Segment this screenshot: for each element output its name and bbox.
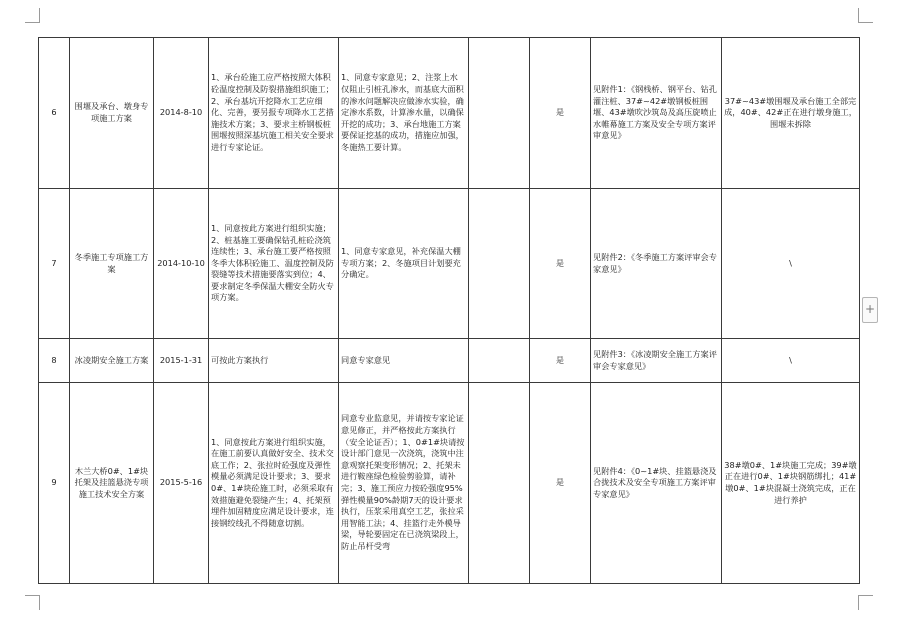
row-number: 9 bbox=[39, 383, 70, 584]
supervisor-opinions[interactable]: 1、同意专家意见，补充保温大棚专项方案；2、冬施项目计划要充分确定。 bbox=[339, 189, 469, 339]
blank-cell[interactable] bbox=[469, 383, 530, 584]
table-row bbox=[39, 339, 860, 383]
row-number: 7 bbox=[39, 189, 70, 339]
confirm-cell[interactable]: 是 bbox=[530, 38, 591, 189]
row-number: 6 bbox=[39, 38, 70, 189]
page-corner-mark-bottom-right bbox=[858, 595, 873, 610]
progress-status[interactable]: \ bbox=[722, 189, 860, 339]
page-corner-mark-top-right bbox=[858, 8, 873, 23]
review-date[interactable]: 2015-1-31 bbox=[154, 339, 209, 383]
attachment-cell[interactable]: 见附件2：《冬季施工方案评审会专家意见》 bbox=[591, 189, 722, 339]
confirm-cell[interactable]: 是 bbox=[530, 383, 591, 584]
progress-status[interactable]: 37#~43#墩围堰及承台施工全部完成，40#、42#正在进行墩身施工，围堰未拆除 bbox=[722, 38, 860, 189]
review-date[interactable]: 2014-10-10 bbox=[154, 189, 209, 339]
progress-status[interactable]: 38#墩0#、1#块施工完成；39#墩正在进行0#、1#块钢筋绑扎；41#墩0#、1#块混凝土浇筑完成，正在进行养护 bbox=[722, 383, 860, 584]
confirm-cell[interactable]: 是 bbox=[530, 189, 591, 339]
row-number: 8 bbox=[39, 339, 70, 383]
page-corner-mark-top-left bbox=[25, 8, 40, 23]
plus-icon: + bbox=[864, 302, 876, 316]
blank-cell[interactable] bbox=[469, 38, 530, 189]
review-table bbox=[38, 37, 860, 584]
attachment-cell[interactable]: 见附件1：《钢栈桥、钢平台、钻孔灌注桩、37#~42#墩钢板桩围堰、43#墩吹沙筑岛及高压旋喷止水帷幕施工方案及安全专项方案评审意见》 bbox=[591, 38, 722, 189]
plan-name[interactable]: 木兰大桥0#、1#块托架及挂篮悬浇专项施工技术安全方案 bbox=[70, 383, 154, 584]
expert-requirements[interactable]: 1、同意按此方案进行组织实施，在施工前要认真做好安全、技术交底工作；2、张拉时砼强度及弹性模量必须满足设计要求；3、要求0#、1#块砼施工时，必须采取有效措施避免裂缝产生；4、托架预埋件加固精度应满足设计要求，连接钢绞线孔不得随意切割。 bbox=[209, 383, 339, 584]
attachment-cell[interactable]: 见附件3：《冰凌期安全施工方案评审会专家意见》 bbox=[591, 339, 722, 383]
attachment-cell[interactable]: 见附件4：《0~1#块、挂篮悬浇及合拢技术及安全专项施工方案评审专家意见》 bbox=[591, 383, 722, 584]
progress-status[interactable]: \ bbox=[722, 339, 860, 383]
plan-name[interactable]: 冰凌期安全施工方案 bbox=[70, 339, 154, 383]
blank-cell[interactable] bbox=[469, 339, 530, 383]
table-row bbox=[39, 38, 860, 189]
review-date[interactable]: 2015-5-16 bbox=[154, 383, 209, 584]
table-row bbox=[39, 189, 860, 339]
expert-requirements[interactable]: 可按此方案执行 bbox=[209, 339, 339, 383]
review-date[interactable]: 2014-8-10 bbox=[154, 38, 209, 189]
confirm-cell[interactable]: 是 bbox=[530, 339, 591, 383]
plan-name[interactable]: 围堰及承台、墩身专项施工方案 bbox=[70, 38, 154, 189]
plan-name[interactable]: 冬季施工专项施工方案 bbox=[70, 189, 154, 339]
expert-requirements[interactable]: 1、承台砼施工应严格按照大体积砼温度控制及防裂措施组织施工；2、承台基坑开挖降水工艺应细化、完善，要另报专项降水工艺措施技术方案；3、要求主桥钢板桩围堰按照深基坑施工相关安全要求进行专家论证。 bbox=[209, 38, 339, 189]
expert-requirements[interactable]: 1、同意按此方案进行组织实施；2、桩基施工要确保钻孔桩砼浇筑连续性；3、承台施工要严格按照冬季大体积砼施工、温度控制及防裂缝等技术措施要落实到位；4、要求制定冬季保温大棚安全防火专项方案。 bbox=[209, 189, 339, 339]
table-row bbox=[39, 383, 860, 584]
supervisor-opinions[interactable]: 1、同意专家意见；2、注浆上水仅阻止引桩孔渗水，而基底大面积的渗水问题解决应做渗水实验，确定渗水系数，计算渗水量，以确保开挖的成功；3、承台地施工方案要保证挖基的成功，措施应加强，冬施热工要计算。 bbox=[339, 38, 469, 189]
page-corner-mark-bottom-left bbox=[25, 595, 40, 610]
supervisor-opinions[interactable]: 同意专家意见 bbox=[339, 339, 469, 383]
blank-cell[interactable] bbox=[469, 189, 530, 339]
add-row-button[interactable] bbox=[862, 297, 878, 323]
supervisor-opinions[interactable]: 同意专业监意见，并请按专家论证意见修正，并严格按此方案执行（安全论证否）；1、0#1#块请按设计部门意见一次浇筑，浇筑中注意观察托架变形情况；2、托架未进行鞍座绿色检验剪验算，请补完；3、施工预应力按砼强度95%弹性模量90%龄期7天的设计要求执行，压浆采用真空工艺，张拉采用智能工法；4、挂篮行走外模导梁，导轮要固定在已浇筑梁段上，防止吊杆受弯 bbox=[339, 383, 469, 584]
